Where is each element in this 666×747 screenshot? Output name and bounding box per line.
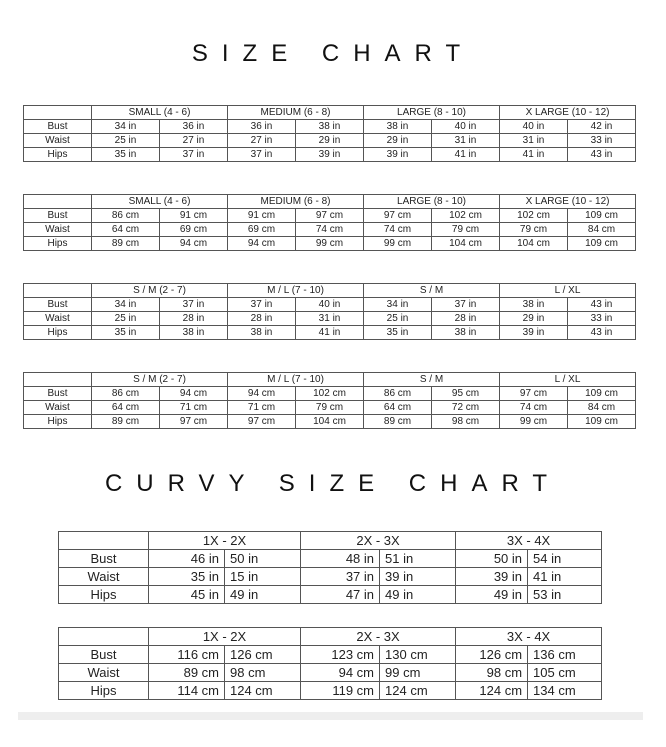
table-cell: 104 cm <box>296 415 364 429</box>
table-row <box>24 223 636 237</box>
row-label: Waist <box>24 134 92 148</box>
row-label: Bust <box>24 209 92 223</box>
table-cell: 27 in <box>228 134 296 148</box>
table-cell: 38 in <box>228 326 296 340</box>
table-cell: 64 cm <box>364 401 432 415</box>
table-cell: 31 in <box>296 312 364 326</box>
table-row <box>59 664 602 682</box>
table-cell: 35 in <box>149 568 225 586</box>
size-table-cm <box>23 194 636 251</box>
size-table-junior-cm <box>23 372 636 429</box>
table-cell: 105 cm <box>528 664 602 682</box>
table-cell: 54 in <box>528 550 602 568</box>
table-cell: 50 in <box>456 550 528 568</box>
table-row <box>59 586 602 604</box>
table-cell: 98 cm <box>456 664 528 682</box>
table-cell: 40 in <box>500 120 568 134</box>
table-header-row <box>24 284 636 298</box>
table-cell: 97 cm <box>160 415 228 429</box>
table-row <box>24 148 636 162</box>
table-corner-cell <box>24 373 92 387</box>
size-header: 2X - 3X <box>301 628 456 646</box>
table-row <box>24 401 636 415</box>
table-cell: 45 in <box>149 586 225 604</box>
table-cell: 50 in <box>225 550 301 568</box>
curvy-table-cm <box>58 627 602 700</box>
table-cell: 36 in <box>160 120 228 134</box>
table-cell: 38 in <box>160 326 228 340</box>
table-cell: 71 cm <box>228 401 296 415</box>
table-cell: 28 in <box>228 312 296 326</box>
table-cell: 102 cm <box>296 387 364 401</box>
table-cell: 98 cm <box>225 664 301 682</box>
table-cell: 53 in <box>528 586 602 604</box>
table-cell: 99 cm <box>296 237 364 251</box>
row-label: Waist <box>59 664 149 682</box>
row-label: Hips <box>24 415 92 429</box>
table-cell: 91 cm <box>160 209 228 223</box>
table-cell: 49 in <box>456 586 528 604</box>
table-cell: 28 in <box>432 312 500 326</box>
table-cell: 126 cm <box>456 646 528 664</box>
row-label: Bust <box>59 646 149 664</box>
row-label: Waist <box>24 312 92 326</box>
table-cell: 74 cm <box>364 223 432 237</box>
table-row <box>24 312 636 326</box>
table-corner-cell <box>59 532 149 550</box>
row-label: Bust <box>24 120 92 134</box>
table-cell: 51 in <box>380 550 456 568</box>
table-cell: 38 in <box>364 120 432 134</box>
table-row <box>24 209 636 223</box>
table-cell: 31 in <box>432 134 500 148</box>
size-header: S / M <box>364 373 500 387</box>
table-cell: 89 cm <box>364 415 432 429</box>
table-cell: 109 cm <box>568 209 636 223</box>
size-header: S / M (2 - 7) <box>92 373 228 387</box>
table-cell: 109 cm <box>568 237 636 251</box>
table-cell: 74 cm <box>296 223 364 237</box>
table-cell: 27 in <box>160 134 228 148</box>
row-label: Bust <box>24 298 92 312</box>
row-label: Hips <box>24 148 92 162</box>
table-cell: 28 in <box>160 312 228 326</box>
table-cell: 130 cm <box>380 646 456 664</box>
table-cell: 49 in <box>225 586 301 604</box>
table-cell: 31 in <box>500 134 568 148</box>
table-cell: 37 in <box>160 298 228 312</box>
table-cell: 40 in <box>432 120 500 134</box>
size-header: M / L (7 - 10) <box>228 284 364 298</box>
table-cell: 99 cm <box>364 237 432 251</box>
table-row <box>59 646 602 664</box>
table-cell: 97 cm <box>296 209 364 223</box>
table-cell: 43 in <box>568 148 636 162</box>
table-cell: 39 in <box>364 148 432 162</box>
table-cell: 25 in <box>92 312 160 326</box>
table-cell: 34 in <box>364 298 432 312</box>
table-cell: 97 cm <box>364 209 432 223</box>
table-cell: 64 cm <box>92 401 160 415</box>
table-cell: 89 cm <box>92 237 160 251</box>
table-row <box>24 120 636 134</box>
table-cell: 37 in <box>228 298 296 312</box>
table-cell: 29 in <box>364 134 432 148</box>
table-corner-cell <box>24 284 92 298</box>
table-cell: 34 in <box>92 298 160 312</box>
bottom-shadow-divider <box>18 712 643 720</box>
table-cell: 94 cm <box>228 387 296 401</box>
size-header: 2X - 3X <box>301 532 456 550</box>
table-corner-cell <box>24 106 92 120</box>
table-cell: 15 in <box>225 568 301 586</box>
table-cell: 38 in <box>296 120 364 134</box>
table-cell: 74 cm <box>500 401 568 415</box>
table-cell: 41 in <box>296 326 364 340</box>
table-header-row <box>24 106 636 120</box>
table-cell: 38 in <box>432 326 500 340</box>
size-header: LARGE (8 - 10) <box>364 195 500 209</box>
table-cell: 86 cm <box>92 209 160 223</box>
table-cell: 37 in <box>432 298 500 312</box>
row-label: Bust <box>59 550 149 568</box>
table-cell: 86 cm <box>92 387 160 401</box>
table-cell: 79 cm <box>296 401 364 415</box>
table-row <box>24 326 636 340</box>
table-cell: 97 cm <box>500 387 568 401</box>
table-cell: 97 cm <box>228 415 296 429</box>
table-cell: 33 in <box>568 134 636 148</box>
table-cell: 136 cm <box>528 646 602 664</box>
table-cell: 91 cm <box>228 209 296 223</box>
table-row <box>59 550 602 568</box>
table-cell: 79 cm <box>500 223 568 237</box>
size-header: S / M <box>364 284 500 298</box>
table-cell: 46 in <box>149 550 225 568</box>
curvy-size-chart-title: CURVY SIZE CHART <box>104 470 562 497</box>
table-header-row <box>59 628 602 646</box>
size-header: X LARGE (10 - 12) <box>500 106 636 120</box>
table-corner-cell <box>24 195 92 209</box>
table-cell: 94 cm <box>228 237 296 251</box>
table-cell: 39 in <box>456 568 528 586</box>
size-header: L / XL <box>500 284 636 298</box>
table-cell: 49 in <box>380 586 456 604</box>
table-row <box>24 237 636 251</box>
table-cell: 86 cm <box>364 387 432 401</box>
size-header: X LARGE (10 - 12) <box>500 195 636 209</box>
table-cell: 116 cm <box>149 646 225 664</box>
table-header-row <box>24 373 636 387</box>
size-header: SMALL (4 - 6) <box>92 195 228 209</box>
table-cell: 104 cm <box>432 237 500 251</box>
size-table-inches <box>23 105 636 162</box>
table-cell: 29 in <box>296 134 364 148</box>
table-cell: 84 cm <box>568 223 636 237</box>
size-table-junior-inches <box>23 283 636 340</box>
table-cell: 36 in <box>228 120 296 134</box>
size-header: S / M (2 - 7) <box>92 284 228 298</box>
table-cell: 35 in <box>92 148 160 162</box>
row-label: Hips <box>24 237 92 251</box>
row-label: Waist <box>24 401 92 415</box>
table-row <box>24 298 636 312</box>
table-cell: 34 in <box>92 120 160 134</box>
table-cell: 40 in <box>296 298 364 312</box>
table-cell: 98 cm <box>432 415 500 429</box>
size-header: 1X - 2X <box>149 628 301 646</box>
table-cell: 102 cm <box>432 209 500 223</box>
row-label: Waist <box>59 568 149 586</box>
size-header: MEDIUM (6 - 8) <box>228 195 364 209</box>
table-cell: 39 in <box>380 568 456 586</box>
row-label: Waist <box>24 223 92 237</box>
table-cell: 41 in <box>432 148 500 162</box>
table-corner-cell <box>59 628 149 646</box>
table-cell: 99 cm <box>500 415 568 429</box>
table-header-row <box>24 195 636 209</box>
table-cell: 33 in <box>568 312 636 326</box>
table-cell: 25 in <box>364 312 432 326</box>
table-cell: 94 cm <box>160 387 228 401</box>
table-cell: 35 in <box>92 326 160 340</box>
table-cell: 35 in <box>364 326 432 340</box>
table-cell: 84 cm <box>568 401 636 415</box>
table-cell: 47 in <box>301 586 380 604</box>
table-cell: 64 cm <box>92 223 160 237</box>
size-header: LARGE (8 - 10) <box>364 106 500 120</box>
size-header: 1X - 2X <box>149 532 301 550</box>
table-cell: 94 cm <box>160 237 228 251</box>
table-cell: 69 cm <box>228 223 296 237</box>
table-cell: 124 cm <box>456 682 528 700</box>
table-cell: 124 cm <box>380 682 456 700</box>
table-cell: 41 in <box>528 568 602 586</box>
curvy-table-inches <box>58 531 602 604</box>
table-cell: 119 cm <box>301 682 380 700</box>
size-header: MEDIUM (6 - 8) <box>228 106 364 120</box>
table-cell: 102 cm <box>500 209 568 223</box>
table-cell: 71 cm <box>160 401 228 415</box>
table-cell: 37 in <box>160 148 228 162</box>
size-header: M / L (7 - 10) <box>228 373 364 387</box>
table-cell: 99 cm <box>380 664 456 682</box>
table-cell: 72 cm <box>432 401 500 415</box>
row-label: Hips <box>59 682 149 700</box>
row-label: Hips <box>24 326 92 340</box>
table-cell: 94 cm <box>301 664 380 682</box>
table-cell: 38 in <box>500 298 568 312</box>
table-cell: 89 cm <box>149 664 225 682</box>
table-cell: 39 in <box>296 148 364 162</box>
size-header: SMALL (4 - 6) <box>92 106 228 120</box>
table-cell: 41 in <box>500 148 568 162</box>
table-cell: 123 cm <box>301 646 380 664</box>
size-header: L / XL <box>500 373 636 387</box>
table-row <box>59 682 602 700</box>
table-cell: 48 in <box>301 550 380 568</box>
table-cell: 104 cm <box>500 237 568 251</box>
table-cell: 124 cm <box>225 682 301 700</box>
table-cell: 134 cm <box>528 682 602 700</box>
table-cell: 109 cm <box>568 415 636 429</box>
table-cell: 43 in <box>568 326 636 340</box>
size-header: 3X - 4X <box>456 628 602 646</box>
table-cell: 114 cm <box>149 682 225 700</box>
table-cell: 89 cm <box>92 415 160 429</box>
table-cell: 37 in <box>228 148 296 162</box>
table-cell: 29 in <box>500 312 568 326</box>
table-cell: 37 in <box>301 568 380 586</box>
table-row <box>24 387 636 401</box>
table-row <box>59 568 602 586</box>
table-row <box>24 415 636 429</box>
table-cell: 95 cm <box>432 387 500 401</box>
table-cell: 109 cm <box>568 387 636 401</box>
table-cell: 42 in <box>568 120 636 134</box>
table-row <box>24 134 636 148</box>
table-cell: 79 cm <box>432 223 500 237</box>
row-label: Hips <box>59 586 149 604</box>
table-cell: 39 in <box>500 326 568 340</box>
table-header-row <box>59 532 602 550</box>
table-cell: 126 cm <box>225 646 301 664</box>
table-cell: 43 in <box>568 298 636 312</box>
table-cell: 69 cm <box>160 223 228 237</box>
row-label: Bust <box>24 387 92 401</box>
size-chart-title: SIZE CHART <box>191 40 475 67</box>
table-cell: 25 in <box>92 134 160 148</box>
size-header: 3X - 4X <box>456 532 602 550</box>
